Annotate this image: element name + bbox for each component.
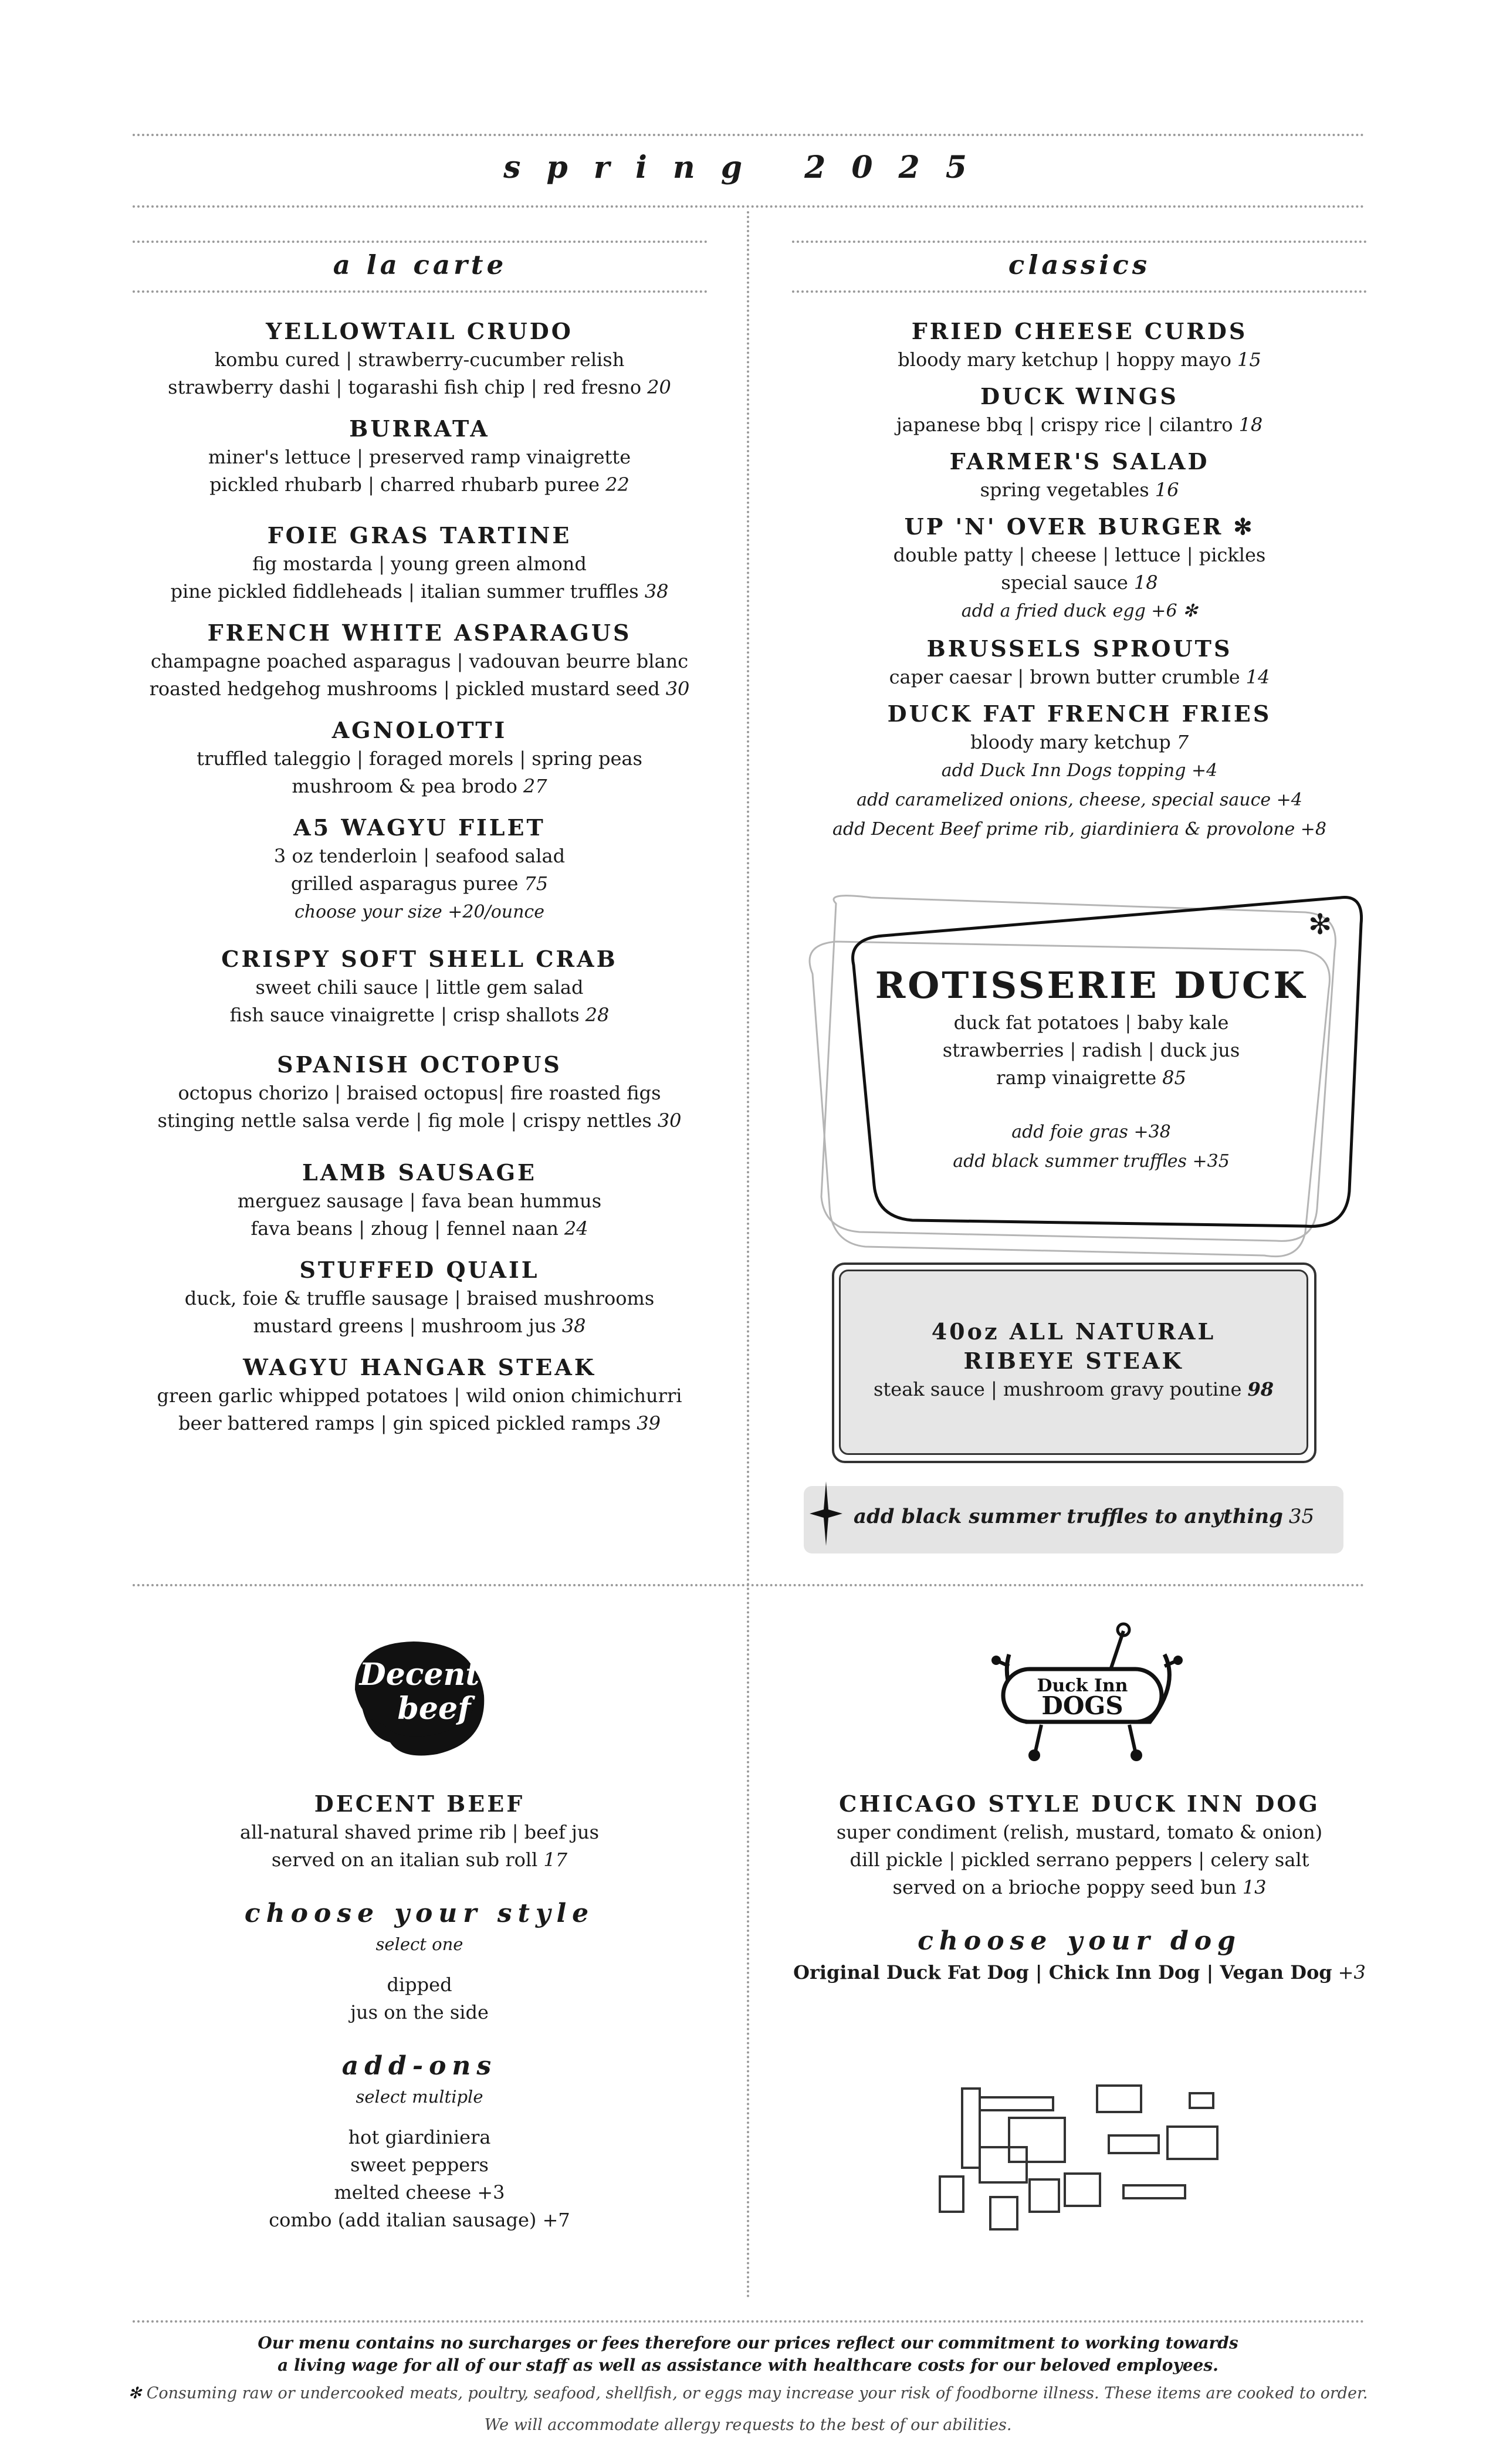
menu-item-description: octopus chorizo | braised octopus| fire roasted figs <box>178 1082 661 1104</box>
truffle-banner-text: add black summer truffles to anything 35 <box>854 1505 1315 1528</box>
menu-item-description: miner's lettuce | preserved ramp vinaigrette <box>208 446 631 468</box>
footer-rule <box>133 2320 1365 2323</box>
menu-item-price: 14 <box>1245 666 1270 688</box>
menu-item-description: strawberry dashi | togarashi fish chip | red fresno 20 <box>168 376 671 398</box>
menu-item <box>129 1353 710 1437</box>
menu-item <box>129 1255 710 1340</box>
decent-beef-price: 17 <box>543 1849 568 1871</box>
menu-item-note: add caramelized onions, cheese, special sauce +4 <box>857 790 1302 810</box>
footer-line-4: We will accommodate allergy requests to the best of our abilities. <box>484 2416 1012 2434</box>
footer-line-3: ✻ Consuming raw or undercooked meats, poultry, seafood, shellfish, or eggs may increase your risk of foodborne illness. These items are cooked to order. <box>128 2384 1368 2402</box>
decent-logo-word-2: beef <box>397 1691 471 1727</box>
dogs-logo-word-2: DOGS <box>1041 1691 1123 1720</box>
a-la-carte-heading: a la carte <box>333 249 507 280</box>
menu-item-price: 30 <box>665 678 690 700</box>
style-option-2: jus on the side <box>350 2001 489 2023</box>
decent-beef-line-1: all-natural shaved prime rib | beef jus <box>239 1821 599 1843</box>
menu-item-note: add Duck Inn Dogs topping +4 <box>941 760 1218 781</box>
menu-item <box>129 521 710 605</box>
chicago-dog-price: 13 <box>1242 1876 1267 1898</box>
menu-item-description: grilled asparagus puree 75 <box>290 872 549 895</box>
menu-item <box>786 447 1373 504</box>
rotisserie-duck <box>857 962 1326 1176</box>
menu-item-price: 27 <box>523 775 547 797</box>
menu-item-note: add a fried duck egg +6 ✻ <box>961 601 1198 621</box>
menu-item-description: fig mostarda | young green almond <box>252 553 587 575</box>
menu-item <box>129 414 710 499</box>
menu-item-price: 20 <box>647 376 671 398</box>
menu-item-name: UP 'N' OVER BURGER ✻ <box>904 513 1255 540</box>
menu-item-description: fava beans | zhoug | fennel naan 24 <box>251 1217 588 1240</box>
menu-item-description: pine pickled fiddleheads | italian summer truffles 38 <box>170 580 669 603</box>
decent-beef-name: DECENT BEEF <box>314 1791 525 1817</box>
footer-commitment <box>0 2332 1496 2377</box>
rotisserie-line-3: ramp vinaigrette 85 <box>996 1067 1186 1089</box>
menu-item-price: 30 <box>657 1109 682 1132</box>
dog-options-price: +3 <box>1338 1961 1366 1984</box>
menu-item-description: caper caesar | brown butter crumble 14 <box>889 666 1270 688</box>
menu-item-description: pickled rhubarb | charred rhubarb puree 22 <box>209 473 629 496</box>
footer-line-2: a living wage for all of our staff as well as assistance with healthcare costs for our beloved employees. <box>277 2355 1219 2375</box>
menu-item <box>129 716 710 800</box>
menu-item <box>129 618 710 703</box>
menu-item <box>129 317 710 401</box>
menu-item-description: mustard greens | mushroom jus 38 <box>253 1315 586 1337</box>
menu-item-description: bloody mary ketchup 7 <box>970 731 1189 753</box>
menu-item-description: kombu cured | strawberry-cucumber relish <box>214 348 625 371</box>
menu-item-description: duck, foie & truffle sausage | braised mushrooms <box>184 1287 655 1309</box>
a-la-carte-rule-bottom <box>133 290 708 293</box>
season-title: spring 2025 <box>503 150 993 185</box>
menu-item-name: BURRATA <box>349 415 490 442</box>
rotisserie-addon-1: add foie gras +38 <box>1011 1122 1171 1142</box>
menu-item-description: fish sauce vinaigrette | crisp shallots 28 <box>229 1004 610 1026</box>
menu-item-description: merguez sausage | fava bean hummus <box>237 1190 602 1212</box>
decent-beef-logo <box>337 1637 507 1766</box>
choose-dog-heading: choose your dog <box>918 1926 1241 1956</box>
duck-inn-dogs-logo <box>991 1619 1185 1766</box>
rotisserie-line-1: duck fat potatoes | baby kale <box>953 1011 1229 1034</box>
addon-2: sweet peppers <box>350 2154 489 2176</box>
menu-item-name: WAGYU HANGAR STEAK <box>243 1354 596 1380</box>
a-la-carte-list <box>129 317 710 1453</box>
menu-item-description: truffled taleggio | foraged morels | spring peas <box>197 747 642 770</box>
chicago-dog-line-3: served on a brioche poppy seed bun 13 <box>892 1876 1267 1898</box>
chicago-dog-name: CHICAGO STYLE DUCK INN DOG <box>839 1791 1320 1817</box>
menu-item-description: beer battered ramps | gin spiced pickled ramps 39 <box>178 1412 661 1434</box>
menu-item-price: 38 <box>644 580 669 603</box>
rotisserie-name: ROTISSERIE DUCK <box>875 964 1308 1007</box>
menu-item-description: mushroom & pea brodo 27 <box>292 775 547 797</box>
a-la-carte-rule-top <box>133 241 708 243</box>
ribeye-name-1: 40oz ALL NATURAL <box>931 1318 1216 1345</box>
menu-item-name: STUFFED QUAIL <box>299 1257 540 1283</box>
menu-item-name: DUCK WINGS <box>980 383 1179 409</box>
menu-item-description: roasted hedgehog mushrooms | pickled mustard seed 30 <box>149 678 690 700</box>
add-ons-heading: add-ons <box>341 2051 497 2081</box>
menu-item-price: 16 <box>1155 479 1179 501</box>
season-rule <box>133 205 1365 208</box>
rotisserie-addon-2: add black summer truffles +35 <box>953 1151 1230 1172</box>
menu-item-description: stinging nettle salsa verde | fig mole | crispy nettles 30 <box>157 1109 682 1132</box>
truffle-banner-price: 35 <box>1288 1505 1315 1528</box>
footer-notice <box>0 2382 1496 2437</box>
menu-item-name: LAMB SAUSAGE <box>302 1159 537 1186</box>
decorative-rectangles <box>933 2071 1232 2247</box>
menu-item <box>129 813 710 927</box>
choose-style-heading: choose your style <box>244 1898 595 1928</box>
ribeye-price: 98 <box>1247 1378 1274 1400</box>
classics-rule-bottom <box>792 290 1367 293</box>
menu-item <box>786 699 1373 844</box>
decent-beef-section <box>129 1789 710 2234</box>
menu-item-name: FRIED CHEESE CURDS <box>911 318 1248 344</box>
ribeye-desc: steak sauce | mushroom gravy poutine 98 <box>874 1378 1274 1400</box>
menu-item-description: spring vegetables 16 <box>980 479 1179 501</box>
add-ons-note: select multiple <box>356 2087 483 2107</box>
menu-item-name: FOIE GRAS TARTINE <box>267 522 572 549</box>
menu-item-name: SPANISH OCTOPUS <box>277 1051 562 1078</box>
menu-item-description: japanese bbq | crispy rice | cilantro 18 <box>896 414 1263 436</box>
middle-rule <box>133 1584 1365 1586</box>
addon-4: combo (add italian sausage) +7 <box>269 2209 570 2231</box>
menu-item <box>129 1050 710 1135</box>
menu-item-price: 24 <box>564 1217 588 1240</box>
menu-item-price: 15 <box>1237 348 1261 371</box>
menu-item-description: special sauce 18 <box>1001 571 1158 594</box>
menu-item-name: FARMER'S SALAD <box>949 448 1210 475</box>
menu-item-price: 22 <box>605 473 629 496</box>
menu-item-description: double patty | cheese | lettuce | pickles <box>893 544 1266 566</box>
menu-item <box>786 512 1373 626</box>
rotisserie-line-2: strawberries | radish | duck jus <box>942 1039 1240 1061</box>
menu-item <box>129 945 710 1029</box>
menu-item-description: champagne poached asparagus | vadouvan beurre blanc <box>150 650 689 672</box>
menu-item-name: DUCK FAT FRENCH FRIES <box>887 700 1272 727</box>
chicago-dog-line-1: super condiment (relish, mustard, tomato & onion) <box>836 1821 1323 1843</box>
rotisserie-price: 85 <box>1162 1067 1186 1089</box>
menu-item-price: 75 <box>524 872 549 895</box>
menu-item-price: 38 <box>561 1315 586 1337</box>
menu-item <box>129 1158 710 1243</box>
menu-item-note: choose your size +20/ounce <box>295 902 544 922</box>
menu-item-description: sweet chili sauce | little gem salad <box>255 976 584 999</box>
choose-style-note: select one <box>375 1934 463 1954</box>
menu-item-description: 3 oz tenderloin | seafood salad <box>273 845 566 867</box>
menu-item <box>786 317 1373 374</box>
menu-item <box>786 382 1373 439</box>
menu-item-name: CRISPY SOFT SHELL CRAB <box>221 946 618 972</box>
addon-3: melted cheese +3 <box>334 2181 505 2204</box>
classics-rule-top <box>792 241 1367 243</box>
ribeye-steak <box>839 1317 1308 1403</box>
menu-item-name: A5 WAGYU FILET <box>293 814 546 841</box>
sparkle-icon <box>808 1481 844 1546</box>
menu-item-description: bloody mary ketchup | hoppy mayo 15 <box>898 348 1261 371</box>
chicago-dog-line-2: dill pickle | pickled serrano peppers | celery salt <box>849 1849 1309 1871</box>
menu-item-price: 28 <box>585 1004 610 1026</box>
menu-item-price: 18 <box>1133 571 1158 594</box>
menu-item-name: FRENCH WHITE ASPARAGUS <box>207 620 632 646</box>
menu-item-price: 7 <box>1176 731 1189 753</box>
decent-logo-word-1: Decent <box>359 1657 480 1693</box>
menu-item <box>786 634 1373 691</box>
asterisk-icon-footer: ✻ <box>128 2384 142 2402</box>
dog-options: Original Duck Fat Dog | Chick Inn Dog | Vegan Dog +3 <box>793 1961 1366 1984</box>
style-option-1: dipped <box>387 1974 452 1996</box>
classics-heading: classics <box>1008 249 1151 280</box>
duck-inn-dogs-section <box>786 1789 1373 1986</box>
top-rule <box>133 134 1365 136</box>
menu-item-name: BRUSSELS SPROUTS <box>926 635 1233 662</box>
classics-list <box>786 317 1373 859</box>
menu-item-note: add Decent Beef prime rib, giardiniera & provolone +8 <box>832 819 1326 840</box>
ribeye-name-2: RIBEYE STEAK <box>963 1348 1184 1374</box>
dogs-logo-word-1: Duck Inn <box>1037 1676 1128 1696</box>
menu-item-name: YELLOWTAIL CRUDO <box>266 318 573 344</box>
footer-line-1: Our menu contains no surcharges or fees therefore our prices reflect our commitment to working towards <box>258 2333 1238 2353</box>
menu-item-description: green garlic whipped potatoes | wild onion chimichurri <box>157 1385 682 1407</box>
decent-beef-line-2: served on an italian sub roll 17 <box>271 1849 568 1871</box>
column-divider <box>747 211 749 2300</box>
menu-item-price: 39 <box>637 1412 661 1434</box>
asterisk-icon: ✻ <box>1308 908 1332 941</box>
menu-item-price: 18 <box>1238 414 1263 436</box>
addon-1: hot giardiniera <box>348 2126 491 2148</box>
menu-item-name: AGNOLOTTI <box>331 717 507 743</box>
